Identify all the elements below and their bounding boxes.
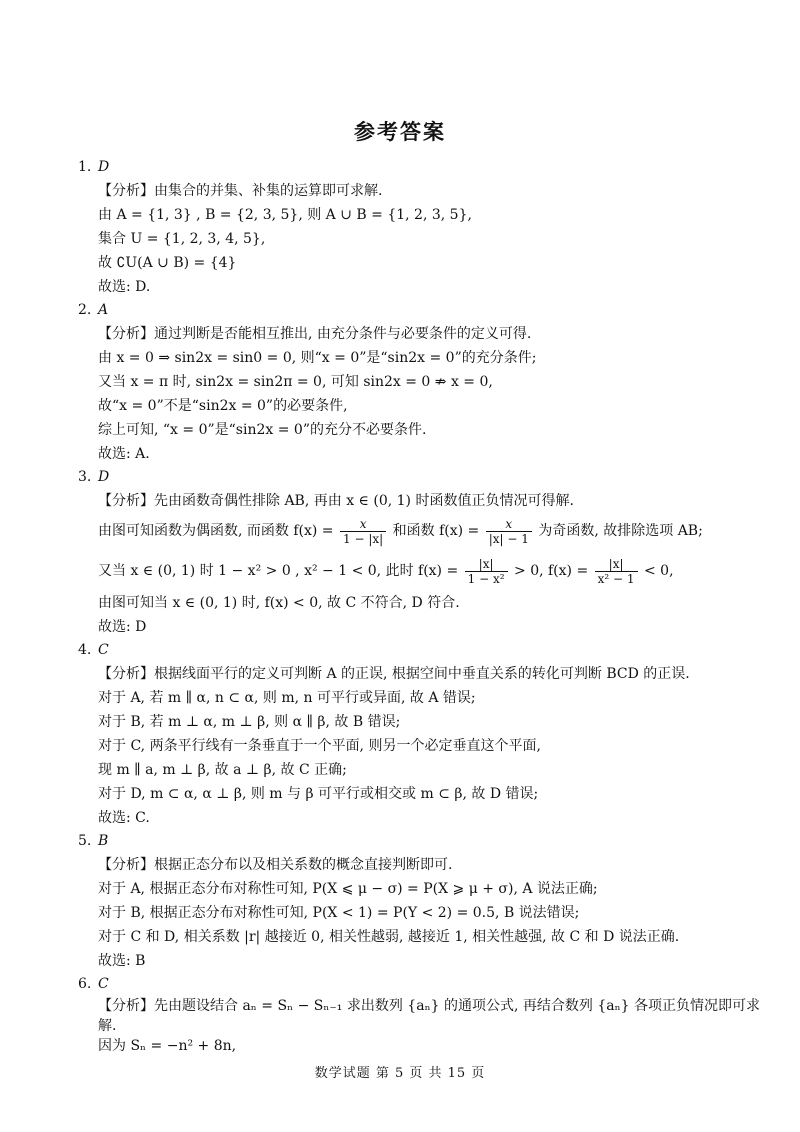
q1-analysis: 【分析】由集合的并集、补集的运算即可求解. — [98, 183, 383, 199]
q3-answer: D — [98, 469, 110, 485]
q3-step-1-text-b: 和函数 f(x) = — [392, 523, 480, 539]
fraction-denominator: x² − 1 — [597, 571, 635, 586]
q4-step-2: 对于 B, 若 m ⊥ α, m ⊥ β, 则 α ∥ β, 故 B 错误; — [98, 714, 401, 730]
fraction-numerator: |x| — [595, 557, 638, 572]
q6-answer: C — [98, 976, 109, 992]
q4-step-5: 对于 D, m ⊂ α, α ⊥ β, 则 m 与 β 可平行或相交或 m ⊂ β, 故 D 错误; — [98, 786, 539, 802]
page-footer: 数学试题 第 5 页 共 15 页 — [314, 1066, 486, 1081]
q1-step-1: 由 A = {1, 3} , B = {2, 3, 5}, 则 A ∪ B = {1, 2, 3, 5}, — [98, 207, 472, 223]
q5-step-1: 对于 A, 根据正态分布对称性可知, P(X ⩽ μ − σ) = P(X ⩾ μ + σ), A 说法正确; — [98, 881, 598, 897]
q2-step-1: 由 x = 0 ⇒ sin2x = sin0 = 0, 则“x = 0”是“sin2x = 0”的充分条件; — [98, 350, 537, 366]
q5-step-2: 对于 B, 根据正态分布对称性可知, P(X < 1) = P(Y < 2) = 0.5, B 说法错误; — [98, 905, 580, 921]
fraction-numerator: |x| — [465, 557, 508, 572]
q4-step-3: 对于 C, 两条平行线有一条垂直于一个平面, 则另一个必定垂直这个平面, — [98, 738, 541, 754]
q2-number: 2. — [78, 302, 92, 318]
fraction-numerator: x — [486, 517, 532, 532]
q5-analysis: 【分析】根据正态分布以及相关系数的概念直接判断即可. — [98, 857, 453, 873]
q3-step-3: 由图可知当 x ∈ (0, 1) 时, f(x) < 0, 故 C 不符合, D 符合. — [98, 595, 460, 611]
q4-answer: C — [98, 642, 109, 658]
q5-answer: B — [98, 833, 109, 849]
fraction-denominator: 1 − x² — [467, 571, 505, 586]
q1-choice: 故选: D. — [98, 279, 151, 295]
q3-step-2 — [98, 554, 674, 588]
q1-step-3: 故 ∁U(A ∪ B) = {4} — [98, 255, 237, 271]
q2-choice: 故选: A. — [98, 446, 150, 462]
q6-number: 6. — [78, 976, 92, 992]
q4-analysis: 【分析】根据线面平行的定义可判断 A 的正误, 根据空间中垂直关系的转化可判断 BCD 的正误. — [98, 666, 690, 682]
q2-analysis: 【分析】通过判断是否能相互推出, 由充分条件与必要条件的定义可得. — [98, 326, 532, 342]
q1-step-2: 集合 U = {1, 2, 3, 4, 5}, — [98, 231, 266, 247]
q2-step-4: 综上可知, “x = 0”是“sin2x = 0”的充分不必要条件. — [98, 422, 427, 438]
q5-number: 5. — [78, 833, 92, 849]
q6-step-1: 因为 Sₙ = −n² + 8n, — [98, 1038, 237, 1054]
q6-analysis-cont: 解. — [98, 1018, 117, 1034]
q3-step-1 — [98, 514, 703, 548]
q3-step-2-text-a: 又当 x ∈ (0, 1) 时 1 − x² > 0 , x² − 1 < 0, 此时 f(x) = — [98, 563, 459, 579]
fraction-denominator: |x| − 1 — [488, 531, 529, 546]
q3-step-2-text-c: < 0, — [644, 563, 674, 579]
q3-step-1-text-a: 由图可知函数为偶函数, 而函数 f(x) = — [98, 523, 334, 539]
fraction-abs-x-over-1-minus-x2 — [465, 557, 508, 586]
q5-choice: 故选: B — [98, 953, 146, 969]
q3-step-1-text-c: 为奇函数, 故排除选项 AB; — [538, 523, 703, 539]
q3-number: 3. — [78, 469, 92, 485]
q2-step-2: 又当 x = π 时, sin2x = sin2π = 0, 可知 sin2x = 0 ⇏ x = 0, — [98, 374, 493, 390]
fraction-x-over-1-minus-abs-x — [340, 517, 386, 546]
q6-analysis: 【分析】先由题设结合 aₙ = Sₙ − Sₙ₋₁ 求出数列 {aₙ} 的通项公式, 再结合数列 {aₙ} 各项正负情况即可求 — [98, 998, 760, 1014]
q2-step-3: 故“x = 0”不是“sin2x = 0”的必要条件, — [98, 398, 348, 414]
q3-analysis: 【分析】先由函数奇偶性排除 AB, 再由 x ∈ (0, 1) 时函数值正负情况可得解. — [98, 493, 574, 509]
q2-answer: A — [98, 302, 109, 318]
page-title: 参考答案 — [354, 119, 446, 144]
q4-choice: 故选: C. — [98, 810, 150, 826]
q4-number: 4. — [78, 642, 92, 658]
fraction-denominator: 1 − |x| — [343, 531, 384, 546]
fraction-abs-x-over-x2-minus-1 — [595, 557, 638, 586]
q1-number: 1. — [78, 159, 92, 175]
q5-step-3: 对于 C 和 D, 相关系数 |r| 越接近 0, 相关性越弱, 越接近 1, 相关性越强, 故 C 和 D 说法正确. — [98, 929, 680, 945]
q4-step-1: 对于 A, 若 m ∥ α, n ⊂ α, 则 m, n 可平行或异面, 故 A 错误; — [98, 690, 476, 706]
q4-step-4: 现 m ∥ a, m ⊥ β, 故 a ⊥ β, 故 C 正确; — [98, 762, 347, 778]
q3-step-2-text-b: > 0, f(x) = — [514, 563, 589, 579]
q1-answer: D — [98, 159, 110, 175]
fraction-numerator: x — [340, 517, 386, 532]
q3-choice: 故选: D — [98, 619, 147, 635]
fraction-x-over-abs-x-minus-1 — [486, 517, 532, 546]
